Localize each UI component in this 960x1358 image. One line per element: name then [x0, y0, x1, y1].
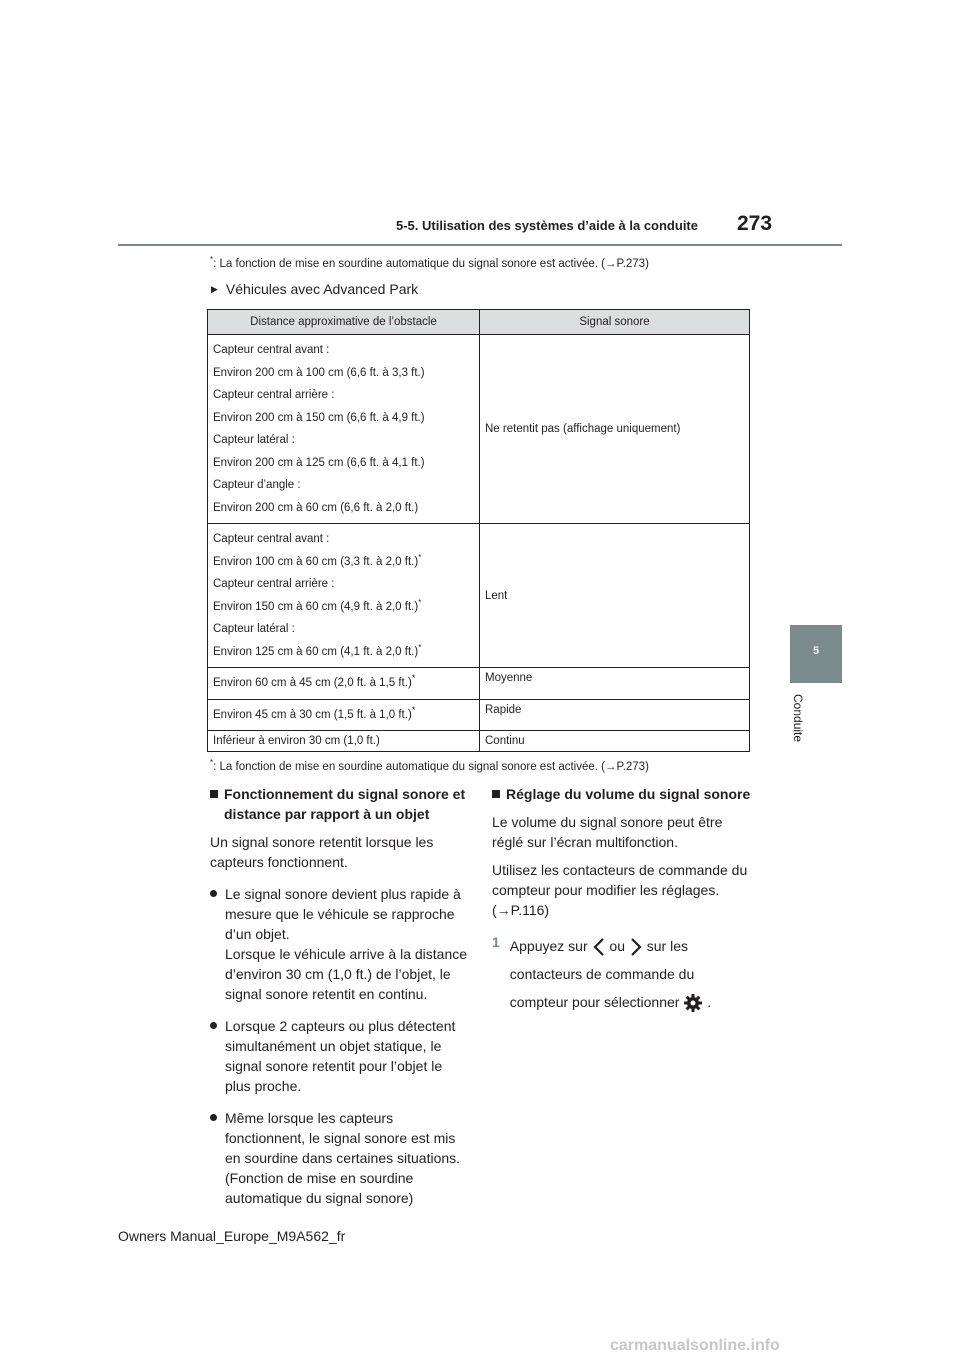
bullet-icon [210, 1022, 217, 1029]
distance-cell [208, 699, 480, 731]
cell-line: Capteur latéral : [213, 623, 295, 635]
cell-text: Environ 125 cm à 60 cm (4,1 ft. à 2,0 ft.) [213, 645, 419, 658]
cell-line: Environ 200 cm à 60 cm (6,6 ft. à 2,0 ft.) [213, 501, 419, 514]
footer-doc-id: Owners Manual_Europe_M9A562_fr [118, 1228, 346, 1244]
right-column [492, 784, 752, 1016]
cell-line [213, 551, 474, 574]
footnote-marker: * [418, 597, 422, 607]
footnote-bottom [210, 758, 649, 773]
variant-title [211, 281, 418, 297]
cell-line: Environ 200 cm à 150 cm (6,6 ft. à 4,9 ft.) [213, 411, 425, 424]
step-text-part: ou [609, 938, 625, 954]
table-row [208, 335, 750, 524]
list-item-text: Lorsque le véhicule arrive à la distance d’environ 30 cm (1,0 ft.) de l’objet, le signal sonore retentit en continu. [225, 946, 468, 1002]
section-heading [492, 784, 752, 804]
footnote-marker: * [210, 758, 214, 767]
square-bullet-icon [492, 790, 500, 798]
list-item [210, 1108, 470, 1208]
header-divider [118, 244, 842, 246]
column-header: Signal sonore [480, 310, 750, 335]
left-column [210, 784, 470, 1208]
cell-text: Environ 45 cm à 30 cm (1,5 ft. à 1,0 ft.) [213, 708, 412, 721]
cell-text: Environ 150 cm à 60 cm (4,9 ft. à 2,0 ft.) [213, 600, 419, 613]
distance-table [207, 309, 750, 752]
table-row [208, 524, 750, 668]
step-text [510, 932, 752, 1016]
cell-line: Capteur central avant : [213, 533, 330, 545]
chevron-left-icon [592, 937, 606, 957]
cell-line: Capteur latéral : [213, 434, 295, 446]
cell-text: Environ 60 cm à 45 cm (2,0 ft. à 1,5 ft.) [213, 677, 412, 689]
footnote-text: : La fonction de mise en sourdine automatique du signal sonore est activée. (→P.273) [213, 760, 649, 773]
section-heading [210, 784, 470, 824]
cell-line: Environ 200 cm à 100 cm (6,6 ft. à 3,3 ft.) [213, 366, 425, 379]
variant-title-text: Véhicules avec Advanced Park [225, 281, 419, 297]
step-number: 1 [492, 934, 500, 950]
footnote-top [210, 255, 649, 270]
square-bullet-icon [210, 790, 218, 798]
distance-cell [208, 524, 480, 668]
chapter-label: Conduite [791, 694, 805, 743]
list-item-text: Lorsque 2 capteurs ou plus détectent simultanément un objet statique, le signal sonore retentit pour l’objet le plus proche. [225, 1018, 456, 1094]
section-title: 5-5. Utilisation des systèmes d’aide à la conduite [396, 218, 698, 233]
list-item-body [225, 884, 470, 1004]
cell-line: Capteur central arrière : [213, 389, 335, 401]
triangle-bullet-icon: ▶ [211, 283, 218, 294]
paragraph: Utilisez les contacteurs de commande du compteur pour modifier les réglages. (→P.116) [492, 862, 748, 918]
signal-cell: Moyenne [480, 668, 750, 700]
distance-cell [208, 668, 480, 700]
step-text-part: . [707, 994, 712, 1010]
signal-cell: Rapide [480, 699, 750, 731]
signal-cell: Lent [480, 524, 750, 668]
chapter-number: 5 [812, 645, 820, 657]
distance-cell [208, 335, 480, 524]
table-row [208, 699, 750, 731]
signal-cell: Ne retentit pas (affichage uniquement) [480, 335, 750, 524]
paragraph: Un signal sonore retentit lorsque les capteurs fonctionnent. [210, 834, 434, 870]
footnote-marker: * [411, 704, 416, 716]
paragraph: Le volume du signal sonore peut être réglé sur l’écran multifonction. [492, 814, 723, 850]
step [492, 932, 752, 1016]
footnote-marker: * [411, 673, 416, 685]
cell-line: Capteur central arrière : [213, 578, 335, 590]
section-heading-text: Fonctionnement du signal sonore et distance par rapport à un objet [224, 786, 466, 822]
column-header: Distance approximative de l’obstacle [208, 310, 480, 335]
chevron-right-icon [629, 937, 643, 957]
table-header-row [208, 310, 750, 335]
table-row [208, 731, 750, 752]
bullet-icon [210, 1114, 217, 1121]
watermark: carmanualsonline.info [610, 1337, 780, 1354]
cell-line: Environ 200 cm à 125 cm (6,6 ft. à 4,1 ft.) [213, 456, 425, 469]
page-number: 273 [737, 212, 773, 235]
cell-line: Capteur d’angle : [213, 479, 301, 491]
footnote-text: : La fonction de mise en sourdine automatique du signal sonore est activée. (→P.273) [213, 257, 649, 270]
cell-text: Environ 100 cm à 60 cm (3,3 ft. à 2,0 ft.) [213, 555, 419, 568]
section-heading-text: Réglage du volume du signal sonore [506, 786, 751, 802]
footnote-marker: * [418, 552, 422, 562]
table-row [208, 668, 750, 700]
list-item [210, 1016, 470, 1096]
signal-cell: Continu [480, 731, 750, 752]
cell-line [213, 596, 474, 619]
step-text-part: Appuyez sur [509, 938, 588, 954]
cell-line [213, 641, 474, 664]
list-item-text: Même lorsque les capteurs fonctionnent, le signal sonore est mis en sourdine dans certaines situations. (Fonction de mise en sourdine automatique du signal sonore) [225, 1110, 461, 1206]
list-item-text: Le signal sonore devient plus rapide à mesure que le véhicule se rapproche d’un objet. [225, 886, 461, 942]
footnote-marker: * [210, 255, 214, 264]
bullet-icon [210, 890, 217, 897]
cell-line: Capteur central avant : [213, 344, 330, 356]
list-item [210, 884, 470, 1004]
step-text-part: sur les contacteurs de commande du compteur pour sélectionner [509, 938, 695, 1010]
distance-cell: Inférieur à environ 30 cm (1,0 ft.) [208, 731, 480, 752]
gear-icon [683, 993, 703, 1013]
footnote-marker: * [418, 642, 422, 652]
